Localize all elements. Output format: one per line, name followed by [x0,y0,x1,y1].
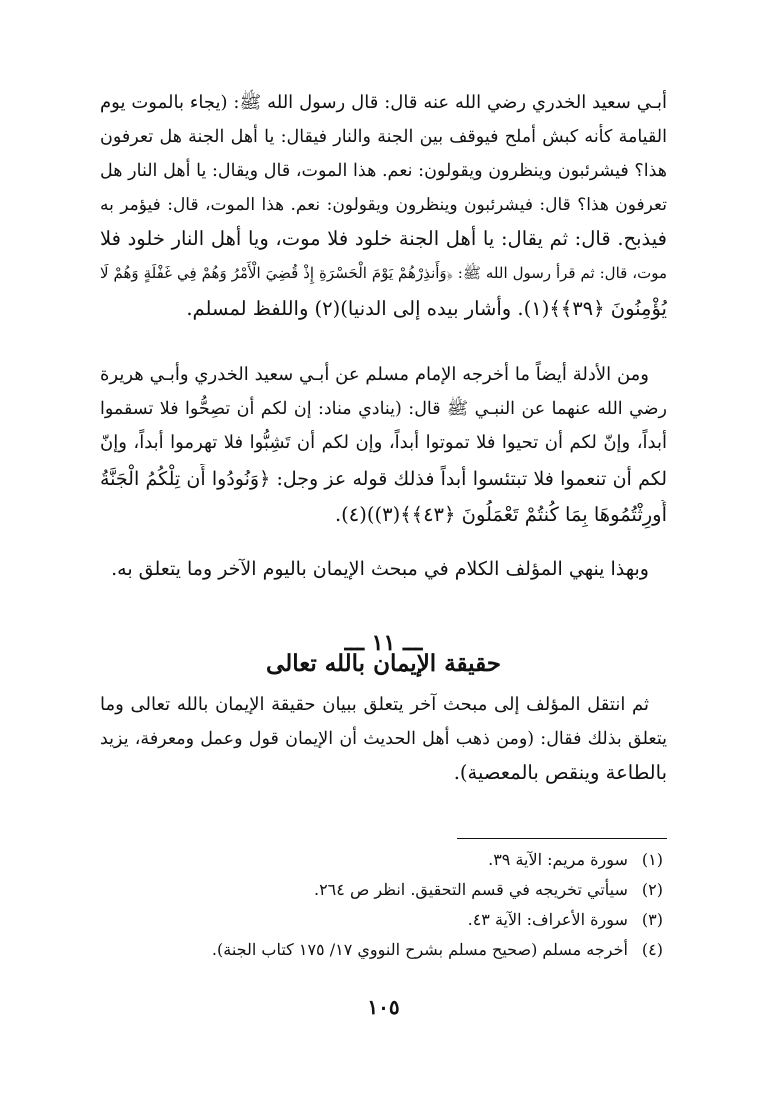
footnote-text: أخرجه مسلم (صحيح مسلم بشرح النووي ١٧/ ١٧٥ كتاب الجنة). [211,940,628,959]
body-line: ومن الأدلة أيضاً ما أخرجه الإمام مسلم عن أبـي سعيد الخدري وأبـي هريرة [100,364,649,385]
footnote-number: (٣) [641,910,663,929]
section-number: ـــ ١١ ـــ [344,630,423,656]
footnote [103,938,663,962]
footnote [103,848,663,872]
footnote-divider [457,838,667,839]
body-line: فيذبح. قال: ثم يقال: يا أهل الجنة خلود فلا موت، ويا أهل النار خلود فلا [100,227,667,250]
body-line: أبداً، وإنّ لكم أن تحيوا فلا تموتوا أبداً، وإن لكم أن تَشِبُّوا فلا تهرموا أبداً، وإنّ [100,432,667,453]
footnote-text: سيأتي تخريجه في قسم التحقيق. انظر ص ٢٦٤. [313,880,628,899]
body-line: هذا؟ فيشرئبون وينظرون ويقولون: نعم. هذا الموت، قال ويقال: يا أهل النار هل [100,161,667,181]
body-line: أبـي سعيد الخدري رضي الله عنه قال: قال رسول الله ﷺ: (يجاء بالموت يوم [100,92,667,113]
body-line-quran: يُؤْمِنُونَ ﴿٣٩﴾﴾(١). وأشار بيده إلى الدنيا)(٢) واللفظ لمسلم. [186,297,667,320]
section-title: حقيقة الإيمان بالله تعالى [266,650,501,677]
footnote [103,878,663,902]
footnote [103,908,663,932]
footnote-number: (١) [641,850,663,869]
footnote-number: (٢) [641,880,663,899]
body-line: القيامة كأنه كبش أملح فيوقف بين الجنة والنار فيقال: يا أهل الجنة هل تعرفون [100,127,667,147]
body-line: وبهذا ينهي المؤلف الكلام في مبحث الإيمان باليوم الآخر وما يتعلق به. [111,558,649,580]
footnote-number: (٤) [641,940,663,959]
body-line: رضي الله عنهما عن النبـي ﷺ قال: (ينادي مناد: إن لكم أن تصِحُّوا فلا تسقموا [100,399,667,419]
body-line: بالطاعة وينقص بالمعصية). [453,761,667,784]
page-number: ١٠٥ [367,995,400,1019]
body-line: تعرفون هذا؟ قال: فيشرئبون وينظرون ويقولون: نعم. هذا الموت، قال: فيؤمر به [100,195,667,215]
footnote-text: سورة مريم: الآية ٣٩. [488,850,628,869]
body-line-quran: لكم أن تنعموا فلا تبتئسوا أبداً فذلك قوله عز وجل: ﴿وَنُودُوا أَن تِلْكُمُ الْجَنَّةُ [100,468,667,490]
body-line-quran: أُورِثْتُمُوهَا بِمَا كُنتُمْ تَعْمَلُونَ ﴿٤٣﴾﴾(٣))(٤). [334,503,667,526]
body-line: يتعلق بذلك فقال: (ومن ذهب أهل الحديث أن الإيمان قول وعمل ومعرفة، يزيد [100,729,667,749]
body-line: ثم انتقل المؤلف إلى مبحث آخر يتعلق ببيان حقيقة الإيمان بالله تعالى وما [100,694,649,715]
body-line-quran: موت، قال: ثم قرأ رسول الله ﷺ: ﴿وَأَنذِرْهُمْ يَوْمَ الْحَسْرَةِ إِذْ قُضِيَ الْأَمْرُ وَهُمْ فِي غَفْلَةٍ وَهُمْ لَا [100,264,667,282]
footnote-text: سورة الأعراف: الآية ٤٣. [467,910,628,929]
